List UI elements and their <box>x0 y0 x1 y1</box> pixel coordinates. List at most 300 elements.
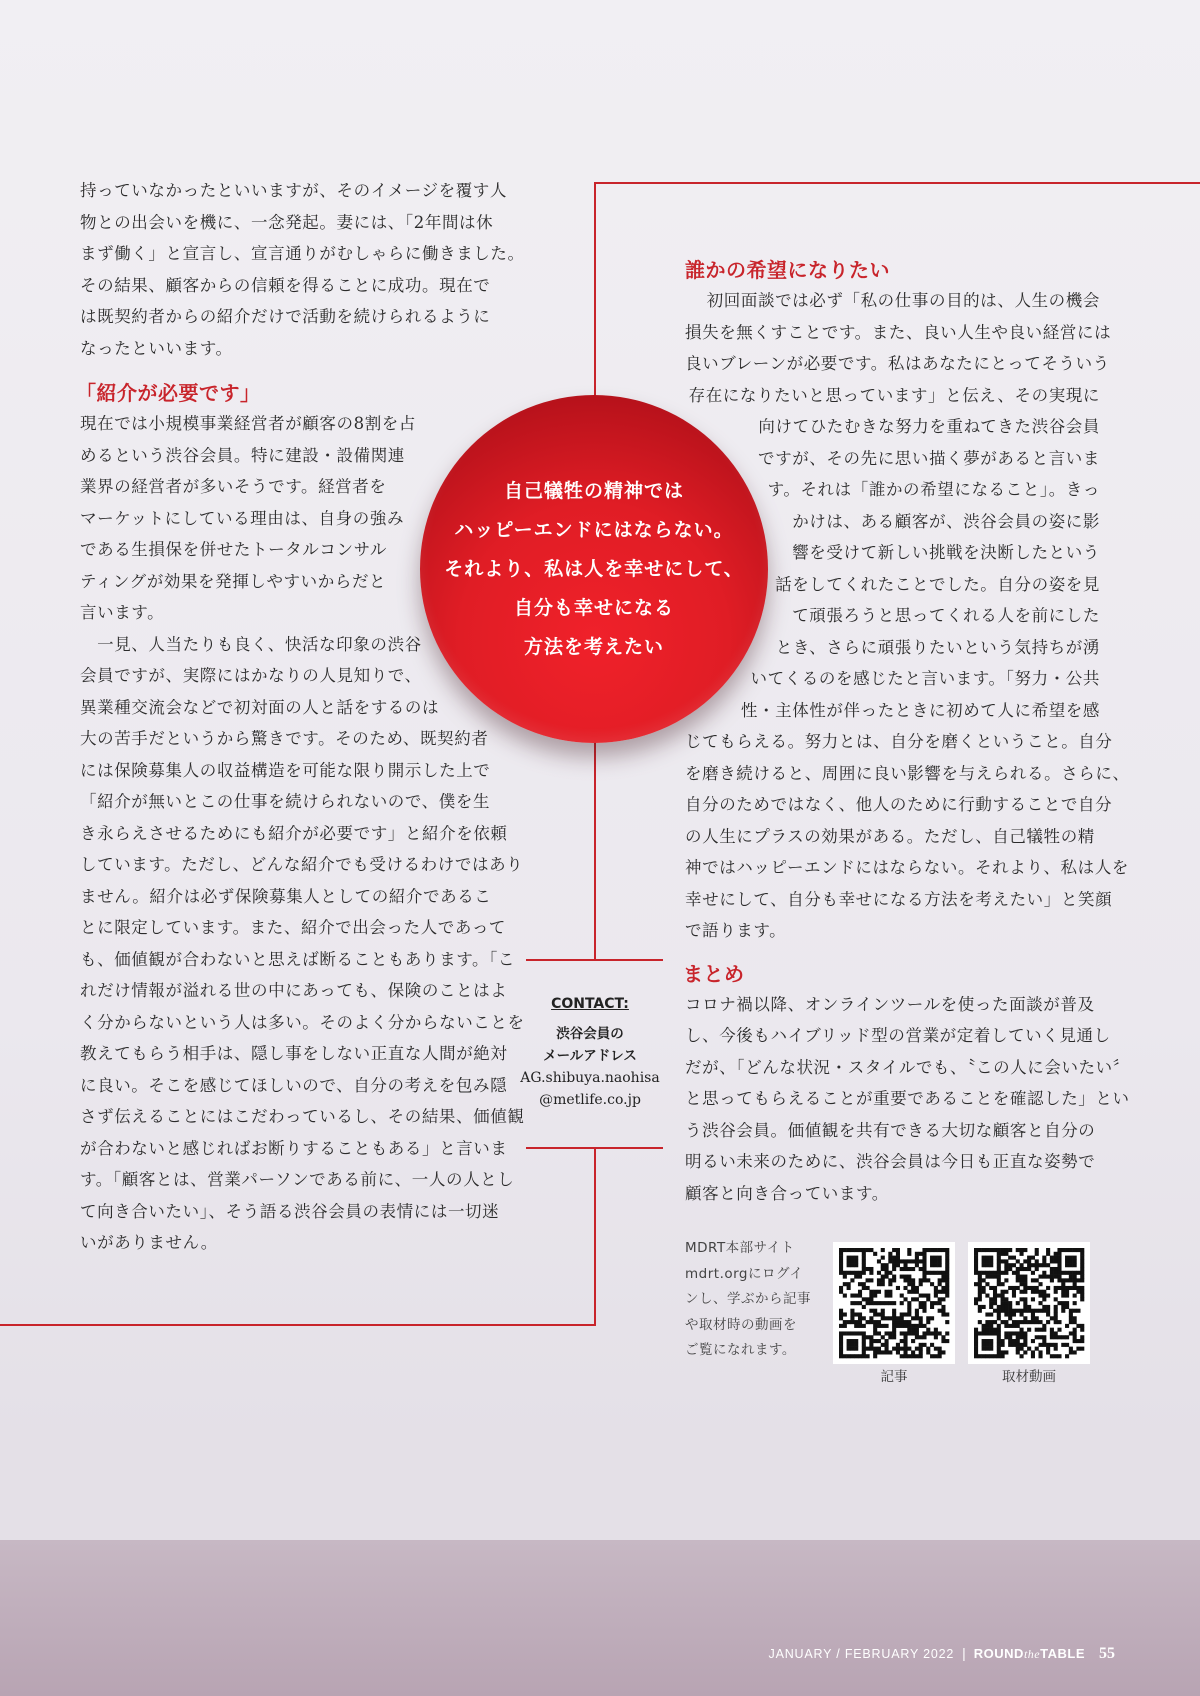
qr-module <box>997 1271 1001 1275</box>
qr-module <box>985 1328 989 1332</box>
qr-code-icon <box>833 1242 955 1364</box>
qr-module <box>993 1271 997 1275</box>
qr-module <box>982 1248 986 1252</box>
qr-module <box>907 1248 911 1252</box>
qr-module <box>985 1263 989 1267</box>
qr-module <box>903 1331 907 1335</box>
qr-module <box>1008 1248 1012 1252</box>
qr-module <box>854 1339 858 1343</box>
qr-module <box>1046 1248 1050 1252</box>
qr-module <box>1008 1324 1012 1328</box>
qr-module <box>877 1259 881 1263</box>
qr-module <box>915 1297 919 1301</box>
qr-module <box>877 1278 881 1282</box>
qr-module <box>1035 1316 1039 1320</box>
text-line: なったといいます。 <box>80 338 233 358</box>
qr-module <box>907 1312 911 1316</box>
qr-module <box>843 1271 847 1275</box>
qr-module <box>873 1312 877 1316</box>
qr-module <box>1027 1263 1031 1267</box>
qr-module <box>915 1312 919 1316</box>
qr-module <box>858 1354 862 1358</box>
page-footer <box>769 1645 1115 1663</box>
qr-module <box>1031 1286 1035 1290</box>
qr-module <box>919 1305 923 1309</box>
qr-module <box>1073 1275 1077 1279</box>
qr-module <box>866 1335 870 1339</box>
qr-module <box>907 1328 911 1332</box>
qr-module <box>858 1282 862 1286</box>
qr-module <box>858 1316 862 1320</box>
qr-module <box>1057 1256 1061 1260</box>
qr-module <box>1057 1259 1061 1263</box>
qr-module <box>854 1294 858 1298</box>
qr-module <box>922 1324 926 1328</box>
qr-module <box>839 1309 843 1313</box>
qr-module <box>903 1324 907 1328</box>
qr-module <box>839 1252 843 1256</box>
qr-module <box>1046 1312 1050 1316</box>
qr-module <box>892 1320 896 1324</box>
contact-email[interactable]: @metlife.co.jp <box>539 1092 641 1108</box>
qr-module <box>1035 1290 1039 1294</box>
qr-module <box>903 1339 907 1343</box>
text-line: 響を受けて新しい挑戦を決断したという <box>792 543 1100 562</box>
qr-module <box>997 1354 1001 1358</box>
qr-module <box>1031 1320 1035 1324</box>
qr-module <box>1012 1324 1016 1328</box>
qr-module <box>1020 1297 1024 1301</box>
qr-module <box>896 1263 900 1267</box>
qr-module <box>877 1312 881 1316</box>
qr-module <box>1054 1320 1058 1324</box>
qr-code-video[interactable] <box>968 1242 1090 1364</box>
qr-module <box>1031 1271 1035 1275</box>
qr-module <box>1065 1248 1069 1252</box>
qr-module <box>997 1259 1001 1263</box>
qr-module <box>989 1297 993 1301</box>
qr-module <box>1042 1324 1046 1328</box>
qr-module <box>934 1294 938 1298</box>
qr-module <box>1073 1316 1077 1320</box>
qr-module <box>885 1324 889 1328</box>
qr-module <box>1001 1248 1005 1252</box>
qr-module <box>900 1275 904 1279</box>
text-line: も、価値観が合わないと思えば断ることもあります。「こ <box>80 949 516 969</box>
qr-module <box>1004 1290 1008 1294</box>
qr-module <box>1001 1282 1005 1286</box>
qr-module <box>985 1324 989 1328</box>
qr-module <box>850 1259 854 1263</box>
qr-module <box>1004 1312 1008 1316</box>
qr-module <box>1080 1259 1084 1263</box>
qr-module <box>877 1301 881 1305</box>
qr-module <box>885 1275 889 1279</box>
qr-code-icon <box>968 1242 1090 1364</box>
qr-module <box>1050 1267 1054 1271</box>
qr-module <box>1073 1328 1077 1332</box>
qr-module <box>1020 1263 1024 1267</box>
qr-module <box>862 1256 866 1260</box>
qr-module <box>1065 1286 1069 1290</box>
qr-module <box>843 1320 847 1324</box>
qr-module <box>945 1282 949 1286</box>
qr-module <box>1057 1275 1061 1279</box>
qr-module <box>922 1343 926 1347</box>
qr-module <box>1054 1267 1058 1271</box>
text-line: その結果、顧客からの信頼を得ることに成功。現在で <box>80 275 491 295</box>
qr-module <box>1076 1309 1080 1313</box>
qr-module <box>850 1309 854 1313</box>
qr-module <box>934 1335 938 1339</box>
qr-module <box>1012 1286 1016 1290</box>
qr-module <box>1023 1290 1027 1294</box>
qr-module <box>1027 1256 1031 1260</box>
qr-module <box>1004 1297 1008 1301</box>
qr-module <box>922 1305 926 1309</box>
qr-module <box>911 1328 915 1332</box>
qr-module <box>974 1335 978 1339</box>
qr-module <box>989 1259 993 1263</box>
text-line: である生損保を併せたトータルコンサル <box>80 540 387 559</box>
qr-module <box>941 1350 945 1354</box>
qr-module <box>919 1335 923 1339</box>
qr-module <box>997 1275 1001 1279</box>
qr-module <box>885 1347 889 1351</box>
text-line: コロナ禍以降、オンラインツールを使った面談が普及 <box>685 994 1095 1014</box>
text-line: まず働く」と宣言し、宣言通りがむしゃらに働きました。 <box>80 244 525 263</box>
qr-module <box>1050 1335 1054 1339</box>
qr-module <box>1031 1309 1035 1313</box>
qr-module <box>858 1294 862 1298</box>
qr-module <box>1057 1320 1061 1324</box>
qr-module <box>847 1339 851 1343</box>
qr-module <box>1012 1263 1016 1267</box>
qr-module <box>1012 1339 1016 1343</box>
qr-module <box>885 1294 889 1298</box>
qr-module <box>896 1248 900 1252</box>
qr-module <box>1054 1335 1058 1339</box>
qr-module <box>1016 1347 1020 1351</box>
qr-module <box>1027 1320 1031 1324</box>
qr-module <box>1073 1271 1077 1275</box>
text-line: す。それは「誰かの希望になること」。きっ <box>767 480 1100 499</box>
qr-module <box>922 1248 926 1252</box>
qr-module <box>1042 1297 1046 1301</box>
qr-module <box>934 1271 938 1275</box>
qr-module <box>1061 1290 1065 1294</box>
qr-module <box>1054 1305 1058 1309</box>
qr-module <box>888 1294 892 1298</box>
qr-module <box>922 1259 926 1263</box>
qr-module <box>1046 1347 1050 1351</box>
qr-module <box>930 1316 934 1320</box>
qr-module <box>919 1267 923 1271</box>
qr-module <box>922 1263 926 1267</box>
qr-module <box>978 1271 982 1275</box>
qr-module <box>934 1301 938 1305</box>
qr-module <box>922 1335 926 1339</box>
qr-module <box>911 1286 915 1290</box>
qr-module <box>892 1267 896 1271</box>
qr-module <box>919 1320 923 1324</box>
qr-module <box>1008 1263 1012 1267</box>
qr-module <box>1080 1328 1084 1332</box>
qr-module <box>985 1294 989 1298</box>
qr-label-article: 記事 <box>880 1369 908 1385</box>
qr-module <box>869 1309 873 1313</box>
qr-module <box>945 1331 949 1335</box>
qr-module <box>1008 1301 1012 1305</box>
qr-code-article[interactable] <box>833 1242 955 1364</box>
qr-module <box>1065 1259 1069 1263</box>
qr-module <box>922 1267 926 1271</box>
qr-module <box>866 1320 870 1324</box>
qr-module <box>900 1259 904 1263</box>
text-line: さず伝えることにはこだわっているし、その結果、価値観 <box>80 1107 525 1126</box>
text-line: 神ではハッピーエンドにはならない。それより、私は人を <box>685 858 1129 877</box>
qr-module <box>862 1335 866 1339</box>
qr-module <box>1020 1252 1024 1256</box>
qr-module <box>926 1331 930 1335</box>
qr-module <box>997 1335 1001 1339</box>
qr-module <box>900 1331 904 1335</box>
contact-email[interactable]: AG.shibuya.naohisa <box>520 1070 660 1086</box>
qr-module <box>1057 1252 1061 1256</box>
qr-module <box>869 1343 873 1347</box>
qr-module <box>839 1335 843 1339</box>
qr-module <box>1001 1350 1005 1354</box>
qr-module <box>1054 1286 1058 1290</box>
qr-module <box>1080 1294 1084 1298</box>
qr-module <box>978 1248 982 1252</box>
qr-module <box>892 1347 896 1351</box>
qr-module <box>1050 1271 1054 1275</box>
qr-module <box>934 1286 938 1290</box>
qr-module <box>1035 1252 1039 1256</box>
qr-module <box>850 1271 854 1275</box>
qr-module <box>1061 1248 1065 1252</box>
qr-module <box>997 1343 1001 1347</box>
qr-module <box>858 1331 862 1335</box>
qr-module <box>919 1343 923 1347</box>
qr-module <box>873 1350 877 1354</box>
qr-module <box>1004 1248 1008 1252</box>
qr-module <box>1065 1324 1069 1328</box>
qr-module <box>989 1347 993 1351</box>
qr-module <box>850 1347 854 1351</box>
qr-module <box>869 1301 873 1305</box>
qr-module <box>866 1248 870 1252</box>
qr-module <box>1076 1324 1080 1328</box>
qr-module <box>843 1275 847 1279</box>
qr-module <box>926 1248 930 1252</box>
qr-module <box>915 1263 919 1267</box>
qr-module <box>1038 1309 1042 1313</box>
qr-module <box>1008 1309 1012 1313</box>
qr-module <box>869 1316 873 1320</box>
qr-module <box>1080 1339 1084 1343</box>
qr-module <box>985 1248 989 1252</box>
qr-module <box>892 1256 896 1260</box>
qr-module <box>1069 1320 1073 1324</box>
right-column <box>683 255 1130 1209</box>
qr-module <box>1042 1290 1046 1294</box>
qr-module <box>997 1309 1001 1313</box>
qr-module <box>1023 1316 1027 1320</box>
qr-module <box>885 1267 889 1271</box>
qr-module <box>974 1248 978 1252</box>
qr-module <box>938 1354 942 1358</box>
qr-module <box>911 1339 915 1343</box>
qr-module <box>1069 1256 1073 1260</box>
qr-module <box>877 1331 881 1335</box>
qr-module <box>858 1248 862 1252</box>
qr-module <box>900 1320 904 1324</box>
qr-module <box>926 1278 930 1282</box>
qr-module <box>1001 1309 1005 1313</box>
qr-module <box>854 1259 858 1263</box>
qr-module <box>919 1252 923 1256</box>
qr-module <box>1020 1248 1024 1252</box>
qr-module <box>1023 1343 1027 1347</box>
qr-module <box>1020 1331 1024 1335</box>
qr-module <box>862 1286 866 1290</box>
qr-module <box>896 1256 900 1260</box>
qr-module <box>982 1347 986 1351</box>
qr-module <box>978 1282 982 1286</box>
qr-module <box>982 1259 986 1263</box>
qr-module <box>911 1350 915 1354</box>
qr-module <box>1016 1278 1020 1282</box>
qr-label-video: 取材動画 <box>1002 1369 1056 1385</box>
qr-module <box>881 1275 885 1279</box>
note-line: MDRT本部サイト <box>685 1240 795 1256</box>
qr-module <box>892 1316 896 1320</box>
qr-module <box>945 1252 949 1256</box>
qr-module <box>839 1343 843 1347</box>
qr-module <box>888 1301 892 1305</box>
qr-module <box>873 1354 877 1358</box>
qr-module <box>1057 1328 1061 1332</box>
qr-module <box>930 1343 934 1347</box>
qr-module <box>930 1305 934 1309</box>
qr-module <box>847 1331 851 1335</box>
qr-module <box>873 1331 877 1335</box>
qr-module <box>1016 1259 1020 1263</box>
footer-separator: | <box>962 1645 966 1661</box>
qr-module <box>938 1248 942 1252</box>
qr-module <box>892 1335 896 1339</box>
qr-module <box>892 1275 896 1279</box>
qr-module <box>903 1335 907 1339</box>
qr-module <box>839 1324 843 1328</box>
qr-module <box>1042 1271 1046 1275</box>
qr-module <box>1004 1278 1008 1282</box>
qr-module <box>903 1275 907 1279</box>
magazine-name: ROUNDtheTABLE <box>973 1646 1085 1661</box>
qr-module <box>850 1278 854 1282</box>
qr-module <box>993 1286 997 1290</box>
qr-module <box>1004 1309 1008 1313</box>
qr-module <box>919 1278 923 1282</box>
qr-module <box>1038 1275 1042 1279</box>
text-line: を磨き続けると、周囲に良い影響を与えられる。さらに、 <box>685 763 1130 783</box>
qr-module <box>989 1324 993 1328</box>
qr-module <box>881 1309 885 1313</box>
qr-module <box>850 1343 854 1347</box>
qr-module <box>1008 1305 1012 1309</box>
qr-module <box>926 1271 930 1275</box>
qr-module <box>885 1350 889 1354</box>
qr-module <box>1031 1278 1035 1282</box>
qr-module <box>888 1316 892 1320</box>
qr-module <box>866 1278 870 1282</box>
qr-module <box>858 1301 862 1305</box>
qr-module <box>881 1343 885 1347</box>
qr-module <box>911 1354 915 1358</box>
qr-module <box>847 1343 851 1347</box>
qr-module <box>881 1316 885 1320</box>
qr-module <box>1046 1263 1050 1267</box>
qr-module <box>945 1248 949 1252</box>
qr-module <box>974 1259 978 1263</box>
text-line: と思ってもらえることが重要であることを確認した」とい <box>685 1089 1130 1108</box>
qr-module <box>1042 1305 1046 1309</box>
qr-module <box>854 1331 858 1335</box>
qr-module <box>1020 1282 1024 1286</box>
qr-module <box>1004 1263 1008 1267</box>
qr-module <box>922 1275 926 1279</box>
qr-module <box>1016 1343 1020 1347</box>
qr-module <box>926 1316 930 1320</box>
qr-module <box>896 1350 900 1354</box>
contact-box <box>515 993 665 1111</box>
qr-module <box>945 1256 949 1260</box>
qr-module <box>896 1252 900 1256</box>
qr-module <box>866 1297 870 1301</box>
qr-module <box>1080 1256 1084 1260</box>
qr-module <box>997 1324 1001 1328</box>
qr-module <box>1069 1347 1073 1351</box>
qr-module <box>922 1301 926 1305</box>
qr-module <box>1080 1275 1084 1279</box>
qr-module <box>839 1316 843 1320</box>
qr-module <box>997 1252 1001 1256</box>
qr-module <box>922 1256 926 1260</box>
qr-module <box>941 1312 945 1316</box>
qr-module <box>1016 1309 1020 1313</box>
qr-module <box>974 1271 978 1275</box>
qr-module <box>847 1256 851 1260</box>
qr-module <box>1042 1263 1046 1267</box>
qr-module <box>1080 1252 1084 1256</box>
note-line: mdrt.orgにログイ <box>685 1265 804 1282</box>
text-line: で語ります。 <box>685 921 787 940</box>
qr-module <box>993 1320 997 1324</box>
qr-module <box>1038 1282 1042 1286</box>
qr-module <box>1073 1331 1077 1335</box>
qr-module <box>1054 1290 1058 1294</box>
qr-module <box>862 1331 866 1335</box>
qr-module <box>1004 1335 1008 1339</box>
text-line: き永らえさせるためにも紹介が必要です」と紹介を依頼 <box>80 823 508 843</box>
qr-module <box>1038 1328 1042 1332</box>
qr-module <box>877 1339 881 1343</box>
text-line: が合わないと感じればお断りすることもある」と言いま <box>80 1138 508 1158</box>
qr-module <box>919 1354 923 1358</box>
qr-module <box>1016 1301 1020 1305</box>
